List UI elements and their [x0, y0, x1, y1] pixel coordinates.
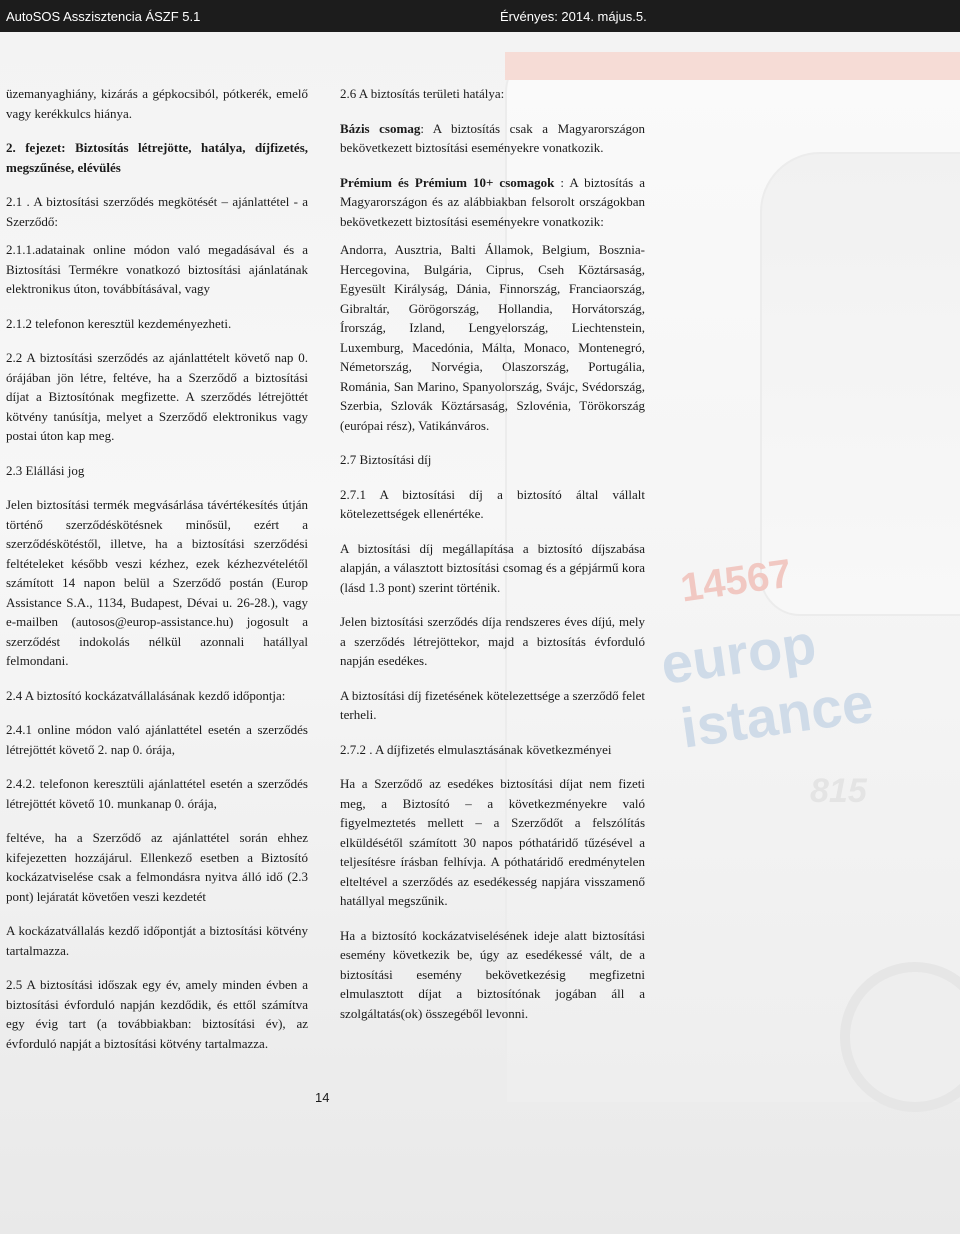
left-column	[6, 84, 308, 1068]
document-header	[0, 0, 960, 32]
background-red-band	[505, 52, 960, 80]
paragraph	[340, 119, 645, 158]
paragraph: Jelen biztosítási szerződés díja rendszeres éves díjú, mely a szerződés létrejöttekor, majd a biztosítás évforduló napján esedékes.	[340, 614, 645, 668]
paragraph: 2.1 . A biztosítási szerződés megkötését – ajánlattétel - a Szerződő:	[6, 194, 308, 229]
chapter-heading: 2. fejezet: Biztosítás létrejötte, hatálya, díjfizetés, megszűnése, elévülés	[6, 140, 308, 175]
paragraph: 2.4.2. telefonon keresztüli ajánlattétel esetén a szerződés létrejöttét követő 10. munkanap 0. órája,	[6, 776, 308, 811]
paragraph-text: : A biztosítás csak a Magyarországon bekövetkezett biztosítási eseményekre vonatkozik.	[340, 120, 645, 155]
background-logo-number: 14567	[677, 551, 795, 611]
section-heading: 2.6 A biztosítás területi hatálya:	[340, 86, 505, 101]
paragraph: 2.5 A biztosítási időszak egy év, amely minden évben a biztosítási évforduló napján kezdődik, és ettől számítva egy évig tart (a továbbiakban: biztosítási év), az évforduló napját a biztosítási kötvény tartalmazza.	[6, 977, 308, 1051]
paragraph: 2.1.2 telefonon keresztül kezdeményezheti.	[6, 315, 232, 331]
paragraph	[340, 173, 645, 232]
section-heading: 2.7.2 . A díjfizetés elmulasztásának következményei	[340, 741, 612, 757]
paragraph: A biztosítási díj fizetésének kötelezettsége a szerződő felet terheli.	[340, 687, 646, 722]
paragraph: 2.2 A biztosítási szerződés az ajánlattételt követő nap 0. órájában jön létre, feltéve, ha a Szerződő a biztosítási díjat a Biztosítónak megfizette. A szerződés létrejöttét kötvény tanúsítja, melyet a Szerződő elektronikus vagy postai úton kap meg.	[6, 350, 308, 443]
section-heading: 2.4 A biztosító kockázatvállalásának kezdő időpontja:	[6, 687, 286, 703]
paragraph: üzemanyaghiány, kizárás a gépkocsiból, pótkerék, emelő vagy kerékkulcs hiánya.	[6, 86, 308, 121]
paragraph: A kockázatvállalás kezdő időpontját a biztosítási kötvény tartalmazza.	[6, 923, 308, 958]
paragraph: 2.7.1 A biztosítási díj a biztosító által vállalt kötelezettségek ellenértéke.	[340, 486, 645, 521]
paragraph: A biztosítási díj megállapítása a biztosító díjszabása alapján, a választott biztosítási csomag és a gépjármű kora (lásd 1.3 pont) szerint történik.	[340, 540, 645, 595]
page-number: 14	[315, 1090, 330, 1105]
package-name: Bázis csomag	[340, 120, 421, 136]
right-column	[340, 84, 645, 1038]
paragraph: Jelen biztosítási termék megvásárlása távértékesítés útján történő szerződéskötésnek minősül, ezért a szerződéskötéstől, illetve, ha a biztosítási szerződési feltételeket később veszi kézhez, ezek kézhezvételétől számított 14 napon belül a Szerződő postán (Europ Assistance S.A., 1134, Budapest, Dévai u. 26-28.), vagy e-mailben (autosos@europ-assistance.hu) jogosult a szerződést indokolás nélkül azonnali hatállyal felmondani.	[6, 497, 308, 668]
package-name: Prémium és Prémium 10+ csomagok	[340, 174, 555, 190]
country-list: Andorra, Ausztria, Balti Államok, Belgium, Bosznia-Hercegovina, Bulgária, Ciprus, Cseh Köztársaság, Egyesült Királyság, Dánia, Finnország, Franciaország, Gibraltár, Görögország, Hollandia, Horvátország, Írország, Izland, Lengyelország, Liechtenstein, Luxemburg, Macedónia, Málta, Monaco, Montenegró, Németország, Norvégia, Olaszország, Portugália, Románia, San Marino, Spanyolország, Svájc, Svédország, Szerbia, Szlovák Köztársaság, Szlovénia, Törökország (európai rész), Vatikánváros.	[340, 242, 645, 433]
background-logo-word1: europ	[657, 611, 820, 696]
paragraph: 2.4.1 online módon való ajánlattétel esetén a szerződés létrejöttét követő 2. nap 0. órája,	[6, 722, 308, 757]
paragraph: 2.1.1.adatainak online módon való megadásával és a Biztosítási Termékre vonatkozó biztosítási ajánlatának elektronikus úton, továbbításával, vagy	[6, 242, 308, 296]
background-truck-number: 815	[810, 772, 867, 810]
section-heading: 2.7 Biztosítási díj	[340, 452, 432, 467]
background-logo-word2: istance	[676, 670, 877, 760]
paragraph-text: : A biztosítás a Magyarországon és az alábbiakban felsorolt országokban bekövetkezett biztosítási eseményekre vonatkozik:	[340, 174, 645, 229]
paragraph: Ha a Szerződő az esedékes biztosítási díjat nem fizeti meg, a Biztosító – a következményekre való figyelmeztetés mellett – a Szerződőt a felszólítás elküldésétől számított 30 napos póthatáridő tűzésével a teljesítésre írásban felhívja. A póthatáridő eredménytelen elteltével a szerződés az esedékesség napjára visszamenő hatállyal megszűnik.	[340, 776, 645, 908]
section-heading: 2.3 Elállási jog	[6, 462, 85, 478]
paragraph: Ha a biztosító kockázatviselésének ideje alatt biztosítási esemény következik be, úgy az esedékessé vált, de a biztosítási esemény bekövetkezésig megfizetni elmulasztott díjat a biztosítónak jogában áll a szolgáltatás(ok) összegéből levonni.	[340, 927, 645, 1021]
background-truck-window	[760, 152, 960, 616]
paragraph: feltéve, ha a Szerződő az ajánlattétel során ehhez kifejezetten hozzájárul. Ellenkező esetben a Biztosító kockázatviselése csak a felmondásra nyitva álló idő (2.3 pont) lejáratát követően veszi kezdetét	[6, 830, 308, 904]
header-title: AutoSOS Asszisztencia ÁSZF 5.1	[6, 9, 201, 24]
header-validity: Érvényes: 2014. május.5.	[500, 9, 647, 24]
